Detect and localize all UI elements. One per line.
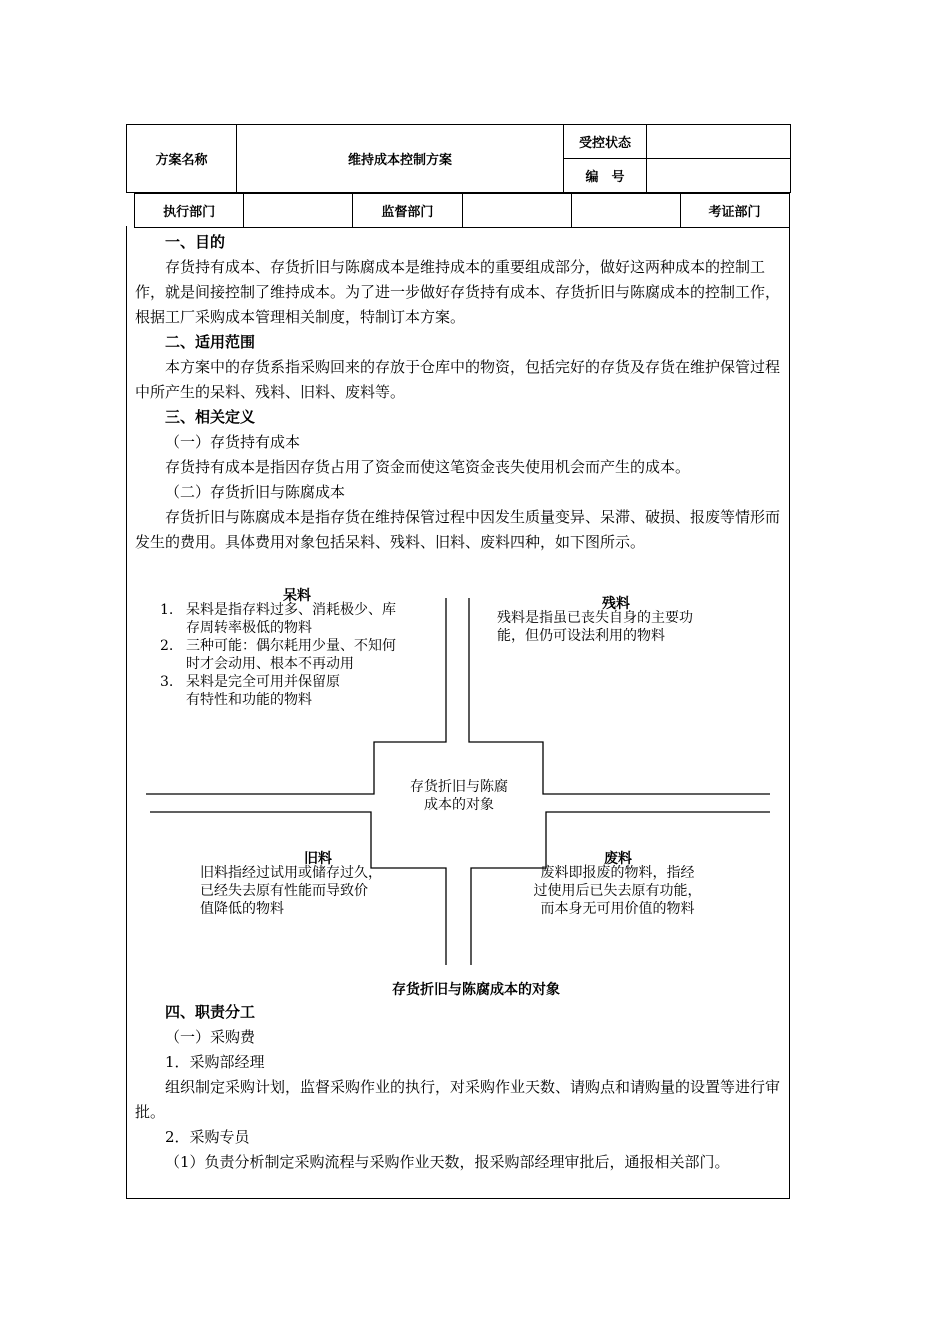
supervise-dept-label: 监督部门	[352, 194, 461, 227]
section1-para: 存货持有成本、存货折旧与陈腐成本是维持成本的重要组成部分，做好这两种成本的控制工作，就是间接控制了维持成本。为了进一步做好存货持有成本、存货折旧与陈腐成本的控制工作，根据工厂采购成本管理相关制度，特制订本方案。	[135, 258, 781, 326]
section4-title: 四、职责分工	[165, 1003, 256, 1021]
section3-para1: 存货持有成本是指因存货占用了资金而使这笔资金丧失使用机会而产生的成本。	[165, 458, 691, 476]
old-material-text: 旧料指经过试用或储存过久， 已经失去原有性能而导致价 值降低的物料	[200, 865, 382, 917]
control-status-label: 受控状态	[564, 125, 647, 159]
section3-sub1: （一）存货持有成本	[165, 433, 301, 451]
verify-dept-label: 考证部门	[680, 194, 788, 227]
old-material-title: 旧料	[304, 851, 332, 867]
section3-para2: 存货折旧与陈腐成本是指存货在维持保管过程中因发生质量变异、呆滞、破损、报废等情形而发生的费用。具体费用对象包括呆料、残料、旧料、废料四种，如下图所示。	[135, 508, 781, 551]
dead-material-title: 呆料	[283, 588, 311, 604]
dead-item-3: 3. 呆料是完全可用并保留原 有特性和功能的物料	[160, 674, 340, 708]
diagram-center-label: 存货折旧与陈腐 成本的对象	[410, 779, 508, 813]
section1-title: 一、目的	[165, 233, 226, 251]
dead-material-list	[160, 601, 450, 709]
dead-item-2: 2. 三种可能：偶尔耗用少量、不知何 时才会动用、根本不再动用	[160, 638, 396, 672]
residual-material-text: 残料是指虽已丧失自身的主要功 能，但仍可设法利用的物料	[497, 610, 693, 644]
section4-sub1: （一）采购费	[165, 1028, 256, 1046]
number-label: 编 号	[564, 159, 647, 193]
section4-item1: 1．采购部经理	[165, 1053, 265, 1071]
waste-material-text: 废料即报废的物料，指经 过使用后已失去原有功能， 而本身无可用价值的物料	[533, 865, 702, 917]
section4-para2: （1）负责分析制定采购流程与采购作业天数，报采购部经理审批后，通报相关部门。	[165, 1153, 730, 1171]
plan-name-label: 方案名称	[127, 125, 237, 193]
section2-para: 本方案中的存货系指采购回来的存放于仓库中的物资，包括完好的存货及存货在维护保管过程中所产生的呆料、残料、旧料、废料等。	[135, 358, 781, 401]
section4-item2: 2．采购专员	[165, 1128, 250, 1146]
section3-title: 三、相关定义	[165, 408, 256, 426]
plan-name-value: 维持成本控制方案	[237, 125, 564, 193]
dead-item-1: 1. 呆料是指存料过多、消耗极少、库 存周转率极低的物料	[160, 602, 396, 636]
exec-dept-label: 执行部门	[134, 194, 243, 227]
body-lower	[135, 1000, 780, 1175]
diagram-caption: 存货折旧与陈腐成本的对象	[392, 982, 560, 998]
section3-sub2: （二）存货折旧与陈腐成本	[165, 483, 346, 501]
residual-material-title: 残料	[602, 596, 630, 612]
section4-para1: 组织制定采购计划，监督采购作业的执行，对采购作业天数、请购点和请购量的设置等进行审批。	[135, 1078, 781, 1121]
waste-material-title: 废料	[604, 851, 632, 867]
section2-title: 二、适用范围	[165, 333, 256, 351]
